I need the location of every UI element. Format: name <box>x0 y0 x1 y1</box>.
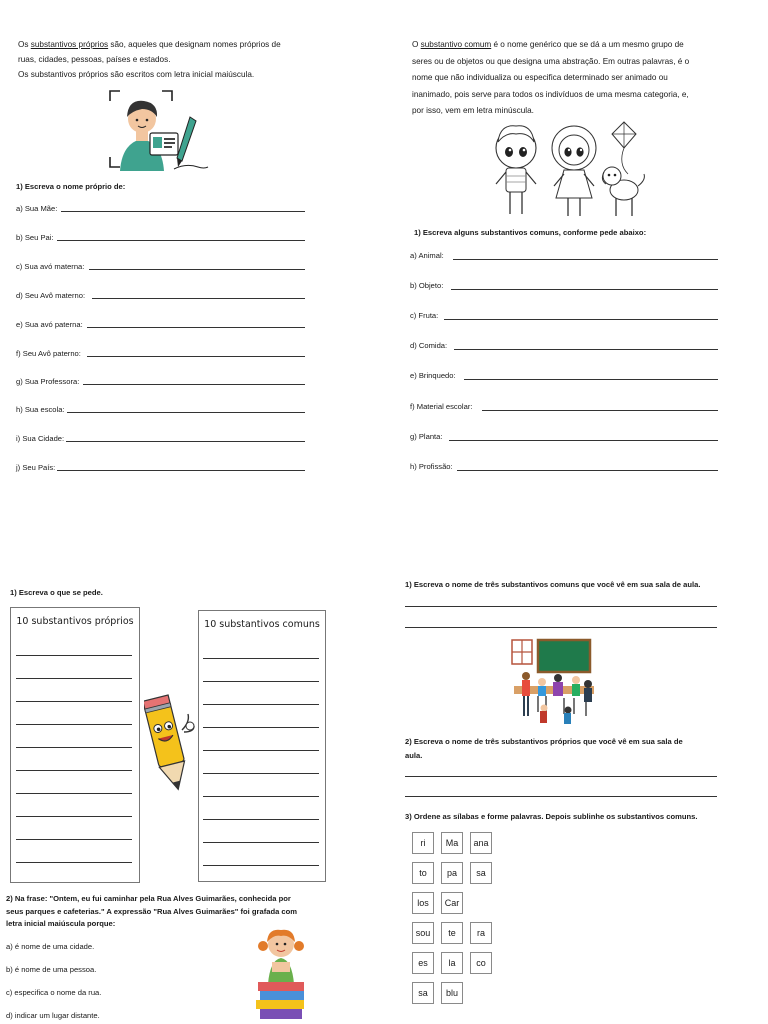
answer-line[interactable] <box>203 773 319 774</box>
syllable-box[interactable]: la <box>441 952 463 974</box>
answer-line[interactable] <box>203 681 319 682</box>
fill-label: e) Brinquedo: <box>410 371 456 380</box>
answer-line[interactable] <box>451 289 718 290</box>
answer-line[interactable] <box>457 470 718 471</box>
answer-line[interactable] <box>444 319 718 320</box>
proper-noun-question: 1) Escreva o nome próprio de: <box>16 182 126 191</box>
answer-line[interactable] <box>203 865 319 866</box>
answer-line[interactable] <box>405 606 717 607</box>
answer-line[interactable] <box>89 269 305 270</box>
common-noun-intro: O substantivo comum é o nome genérico que se dá a um mesmo grupo de seres ou de objetos ou que designa uma abstração. Em outras palavras, é o nome que não individualiza ou especifica determinado ser animado ou inanimado, pois serve para todos os indivíduos de uma mesma categoria, e, por isso, vem em letra minúscula. <box>412 40 690 115</box>
fill-label: j) Seu País: <box>16 463 56 472</box>
answer-line[interactable] <box>203 819 319 820</box>
answer-line[interactable] <box>203 796 319 797</box>
person-id-card-illustration <box>106 87 210 173</box>
answer-line[interactable] <box>405 796 717 797</box>
answer-line[interactable] <box>454 349 718 350</box>
answer-line[interactable] <box>57 240 305 241</box>
fill-label: g) Sua Professora: <box>16 377 80 386</box>
fill-label: a) Sua Mãe: <box>16 204 58 213</box>
syllable-box[interactable]: sou <box>412 922 434 944</box>
fill-label: d) Seu Avô materno: <box>16 291 86 300</box>
fill-label: g) Planta: <box>410 432 443 441</box>
fill-label: i) Sua Cidade: <box>16 434 65 443</box>
common-noun-question: 1) Escreva alguns substantivos comuns, conforme pede abaixo: <box>414 228 647 237</box>
answer-line[interactable] <box>16 747 132 748</box>
fill-label: e) Sua avó paterna: <box>16 320 83 329</box>
street-name-question: 2) Na frase: "Ontem, eu fui caminhar pela Rua Alves Guimarães, conhecida por seus parques e cafeterias." A expressão "Rua Alves Guimarães" foi grafada com letra inicial maiúscula porque: <box>6 894 298 928</box>
answer-line[interactable] <box>87 356 305 357</box>
answer-line[interactable] <box>203 727 319 728</box>
proper-noun-term: substantivos próprios <box>30 40 109 49</box>
answer-line[interactable] <box>464 379 718 380</box>
syllable-box[interactable]: los <box>412 892 434 914</box>
answer-line[interactable] <box>61 211 305 212</box>
answer-line[interactable] <box>453 259 718 260</box>
syllable-box[interactable]: pa <box>441 862 463 884</box>
syllable-box[interactable]: to <box>412 862 434 884</box>
answer-line[interactable] <box>66 441 305 442</box>
answer-line[interactable] <box>405 776 717 777</box>
syllable-box[interactable]: te <box>441 922 463 944</box>
answer-line[interactable] <box>16 678 132 679</box>
fill-label: h) Sua escola: <box>16 405 65 414</box>
answer-line[interactable] <box>16 701 132 702</box>
fill-label: a) Animal: <box>410 251 444 260</box>
option-d[interactable]: d) indicar um lugar distante. <box>6 1011 100 1020</box>
syllable-box[interactable]: ana <box>470 832 492 854</box>
option-b[interactable]: b) é nome de uma pessoa. <box>6 965 97 974</box>
common-noun-term: substantivo comum <box>420 40 492 49</box>
fill-label: d) Comida: <box>410 341 448 350</box>
classroom-proper-question: 2) Escreva o nome de três substantivos próprios que você vê em sua sala de aula. <box>405 737 683 760</box>
classroom-common-question: 1) Escreva o nome de três substantivos comuns que você vê em sua sala de aula. <box>405 580 701 589</box>
option-c[interactable]: c) especifica o nome da rua. <box>6 988 102 997</box>
answer-line[interactable] <box>16 862 132 863</box>
syllable-box[interactable]: Ma <box>441 832 463 854</box>
syllable-box[interactable]: ra <box>470 922 492 944</box>
answer-line[interactable] <box>83 384 305 385</box>
answer-line[interactable] <box>16 793 132 794</box>
answer-line[interactable] <box>16 655 132 656</box>
answer-line[interactable] <box>203 842 319 843</box>
common-nouns-box-title: 10 substantivos comuns <box>204 619 320 630</box>
fill-label: b) Seu Pai: <box>16 233 54 242</box>
proper-noun-intro: Os substantivos próprios são, aqueles que designam nomes próprios de ruas, cidades, pessoas, países e estados. Os substantivos próprios são escritos com letra inicial maiúscula. <box>18 40 281 79</box>
pencil-character-illustration <box>144 692 196 796</box>
syllable-box[interactable]: sa <box>470 862 492 884</box>
answer-line[interactable] <box>16 770 132 771</box>
answer-line[interactable] <box>16 724 132 725</box>
fill-label: f) Seu Avô paterno: <box>16 349 81 358</box>
syllable-box[interactable]: Car <box>441 892 463 914</box>
fill-label: b) Objeto: <box>410 281 444 290</box>
syllables-question: 3) Ordene as sílabas e forme palavras. Depois sublinhe os substantivos comuns. <box>405 812 698 821</box>
girl-with-books-illustration <box>252 926 310 1024</box>
syllable-box[interactable]: es <box>412 952 434 974</box>
answer-line[interactable] <box>16 839 132 840</box>
syllable-box[interactable]: blu <box>441 982 463 1004</box>
option-a[interactable]: a) é nome de uma cidade. <box>6 942 95 951</box>
fill-label: h) Profissão: <box>410 462 453 471</box>
answer-line[interactable] <box>203 750 319 751</box>
answer-line[interactable] <box>16 816 132 817</box>
answer-line[interactable] <box>203 704 319 705</box>
classroom-illustration <box>508 636 600 728</box>
answer-line[interactable] <box>405 627 717 628</box>
syllable-box[interactable]: co <box>470 952 492 974</box>
fill-label: f) Material escolar: <box>410 402 473 411</box>
fill-label: c) Fruta: <box>410 311 439 320</box>
answer-line[interactable] <box>92 298 305 299</box>
children-with-dog-illustration <box>488 118 648 222</box>
answer-line[interactable] <box>67 412 305 413</box>
answer-line[interactable] <box>87 327 305 328</box>
fill-label: c) Sua avó materna: <box>16 262 85 271</box>
write-requested-question: 1) Escreva o que se pede. <box>10 588 103 597</box>
syllable-box[interactable]: ri <box>412 832 434 854</box>
proper-nouns-box-title: 10 substantivos próprios <box>16 616 134 627</box>
proper-nouns-box <box>10 607 140 883</box>
answer-line[interactable] <box>203 658 319 659</box>
answer-line[interactable] <box>57 470 305 471</box>
syllable-box[interactable]: sa <box>412 982 434 1004</box>
answer-line[interactable] <box>449 440 718 441</box>
answer-line[interactable] <box>482 410 718 411</box>
